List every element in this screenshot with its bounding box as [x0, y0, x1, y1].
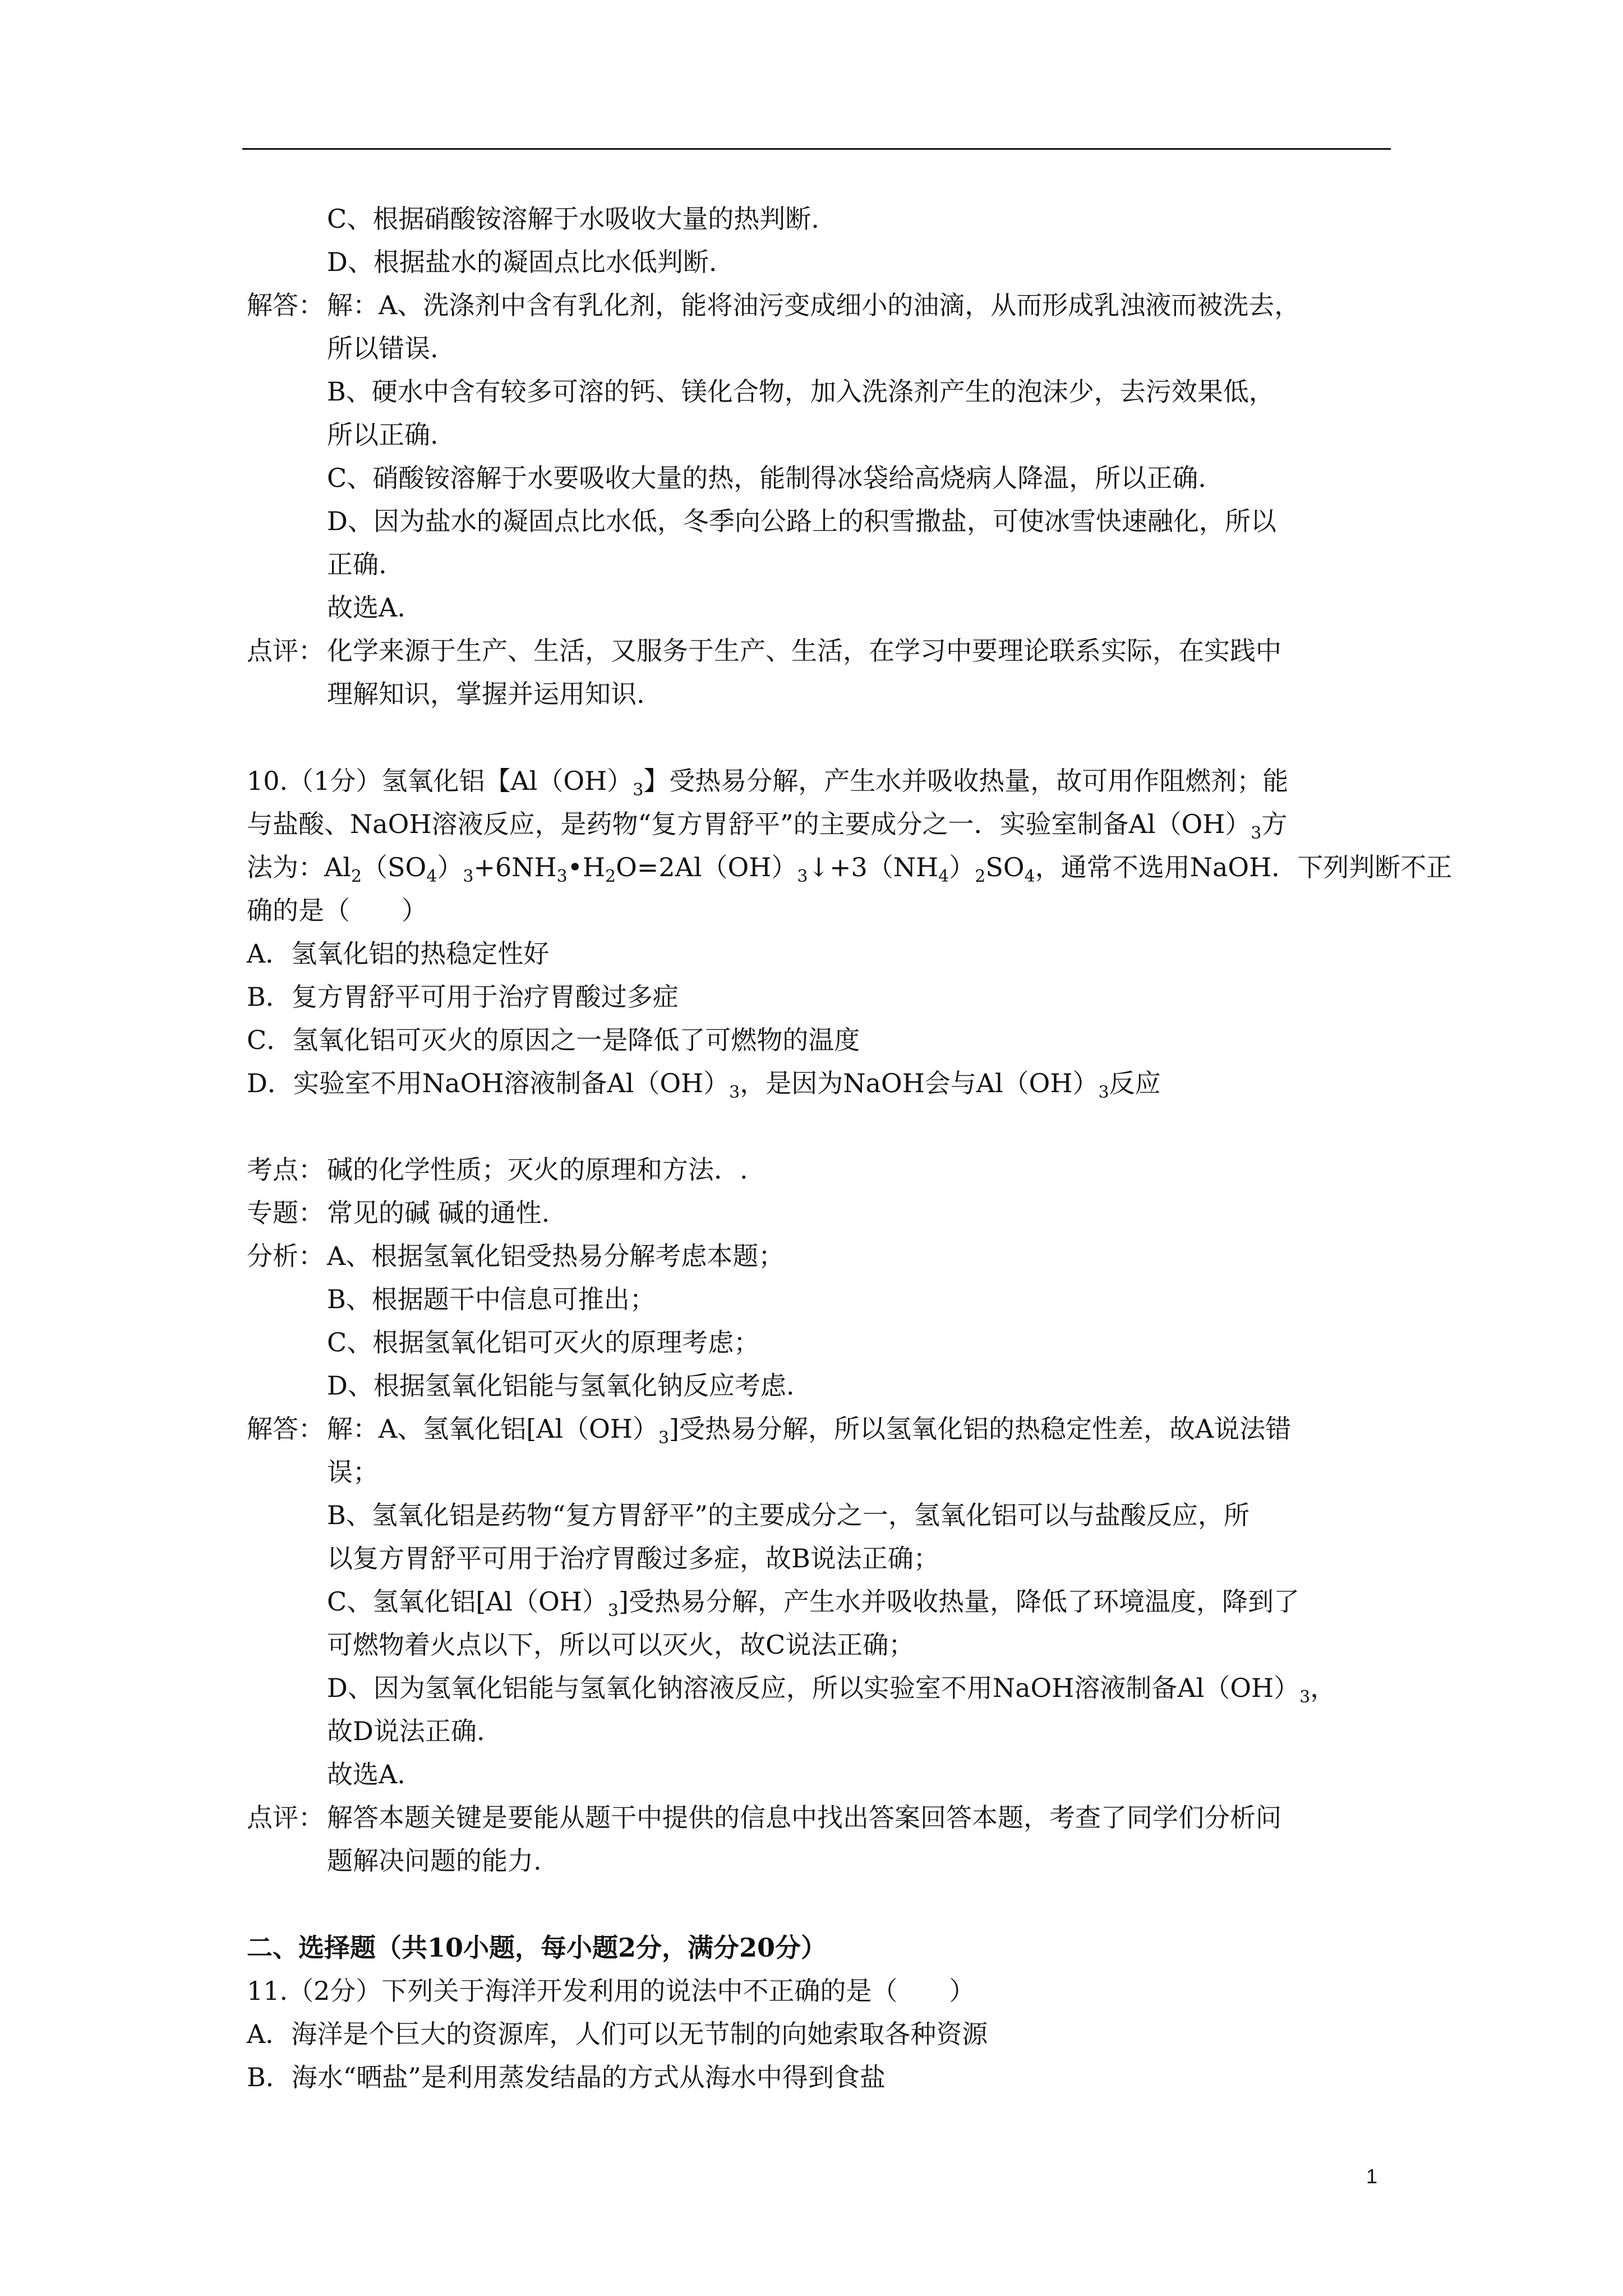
comment-line-1: [247, 634, 1281, 668]
comment-label: 点评：: [247, 636, 324, 666]
q10-dianping-1: 点评： 解答本题关键是要能从题干中提供的信息中找出答案回答本题，考查了同学们分析问: [247, 1801, 1281, 1834]
q10-stem-line-2: 与盐酸、NaOH溶液反应，是药物“复方胃舒平”的主要成分之一．实验室制备$Al(OH)_3$方: [247, 809, 1288, 843]
dianping-label: 点评：: [247, 1802, 324, 1833]
answer-a-text: 解：A、洗涤剂中含有乳化剂，能将油污变成细小的油滴，从而形成乳浊液而被洗去，: [327, 290, 1301, 320]
q10-jieda-choice: 故选A.: [327, 1759, 405, 1789]
q10-option-d: D．实验室不用NaOH溶液制备$Al(OH)_3$，是因为NaOH会与$Al(OH)_3$反应: [247, 1068, 1161, 1102]
q10-jieda-d-2: 故D说法正确.: [327, 1716, 485, 1746]
q10-jieda-d-1: D、因为氢氧化铝能与氢氧化钠溶液反应，所以实验室不用NaOH溶液制备$Al(OH)_3$，: [327, 1673, 1336, 1707]
kaodian-label: 考点：: [247, 1154, 324, 1185]
answer-label: 解答：: [247, 290, 324, 320]
answer-c: C、硝酸铵溶解于水要吸收大量的热，能制得冰袋给高烧病人降温，所以正确.: [327, 463, 1206, 493]
answer-d-line-2: 正确.: [327, 549, 387, 579]
comment-line-2: 理解知识，掌握并运用知识.: [327, 679, 645, 709]
answer-b-line-2: 所以正确.: [327, 420, 439, 450]
q10-option-a: A．氢氧化铝的热稳定性好: [247, 938, 550, 969]
q11-option-b: B．海水“晒盐”是利用蒸发结晶的方式从海水中得到食盐: [247, 2062, 886, 2092]
q10-jieda-c-2: 可燃物着火点以下，所以可以灭火，故C说法正确；: [327, 1630, 915, 1660]
analysis-d: D、根据盐水的凝固点比水低判断.: [327, 247, 717, 277]
q10-jieda-a-2: 误；: [327, 1457, 379, 1487]
answer-a-line-2: 所以错误.: [327, 333, 439, 364]
q10-option-b: B．复方胃舒平可用于治疗胃酸过多症: [247, 982, 679, 1012]
q10-kaodian: 考点： 碱的化学性质；灭火的原理和方法．.: [247, 1153, 748, 1186]
page-number: 1: [1366, 2165, 1378, 2188]
q10-fenxi-d: D、根据氢氧化铝能与氢氧化钠反应考虑.: [327, 1370, 795, 1401]
answer-d-line-1: D、因为盐水的凝固点比水低，冬季向公路上的积雪撒盐，可使冰雪快速融化，所以: [327, 506, 1276, 536]
q10-jieda-b-2: 以复方胃舒平可用于治疗胃酸过多症，故B说法正确；: [327, 1543, 939, 1573]
answer-b-line-1: B、硬水中含有较多可溶的钙、镁化合物，加入洗涤剂产生的泡沫少，去污效果低，: [327, 376, 1275, 407]
q10-option-c: C．氢氧化铝可灭火的原因之一是降低了可燃物的温度: [247, 1025, 860, 1055]
q10-fenxi-b: B、根据题干中信息可推出；: [327, 1284, 656, 1314]
fenxi-label: 分析：: [247, 1241, 324, 1271]
q11-stem: 11.（2分）下列关于海洋开发利用的说法中不正确的是（ ）: [247, 1976, 975, 2006]
jieda-label: 解答：: [247, 1414, 324, 1444]
q10-dianping-2: 题解决问题的能力.: [327, 1846, 542, 1876]
q10-stem-line-3: 法为：$Al_2(SO_4)_3+6NH_3•H_2O=2Al(OH)_3↓+3(NH_4)_2SO_4$，通常不选用NaOH．下列判断不正: [247, 852, 1453, 886]
section-title: 二、选择题（共10小题，每小题2分，满分20分）: [247, 1932, 827, 1963]
answer-a-line-1: [247, 288, 1300, 322]
q10-fenxi-a: 分析： A、根据氢氧化铝受热易分解考虑本题；: [247, 1239, 784, 1273]
q11-option-a: A．海洋是个巨大的资源库，人们可以无节制的向她索取各种资源: [247, 2019, 988, 2049]
q10-fenxi-c: C、根据氢氧化铝可灭火的原理考虑；: [327, 1327, 760, 1358]
header-rule: [242, 148, 1391, 150]
answer-choice: 故选A.: [327, 592, 405, 623]
q10-jieda-a-1: 解答： 解：A、氢氧化铝$[Al(OH)_3]$受热易分解，所以氢氧化铝的热稳定性差，故A说法错: [247, 1412, 1291, 1446]
q10-zhuanti: 专题： 常见的碱 碱的通性.: [247, 1196, 550, 1230]
zhuanti-label: 专题：: [247, 1198, 324, 1228]
q10-stem-line-4: 确的是（ ）: [247, 895, 427, 926]
analysis-c: C、根据硝酸铵溶解于水吸收大量的热判断.: [327, 204, 819, 234]
comment-text: 化学来源于生产、生活，又服务于生产、生活，在学习中要理论联系实际，在实践中: [327, 636, 1281, 666]
q10-stem-line-1: 10.（1分）氢氧化铝【$Al(OH)_3$】受热易分解，产生水并吸收热量，故可用作阻燃剂；能: [247, 766, 1289, 800]
q10-jieda-c-1: C、氢氧化铝$[Al(OH)_3]$受热易分解，产生水并吸收热量，降低了环境温度，降到了: [327, 1586, 1299, 1621]
q10-jieda-b-1: B、氢氧化铝是药物“复方胃舒平”的主要成分之一，氢氧化铝可以与盐酸反应，所: [327, 1500, 1249, 1530]
